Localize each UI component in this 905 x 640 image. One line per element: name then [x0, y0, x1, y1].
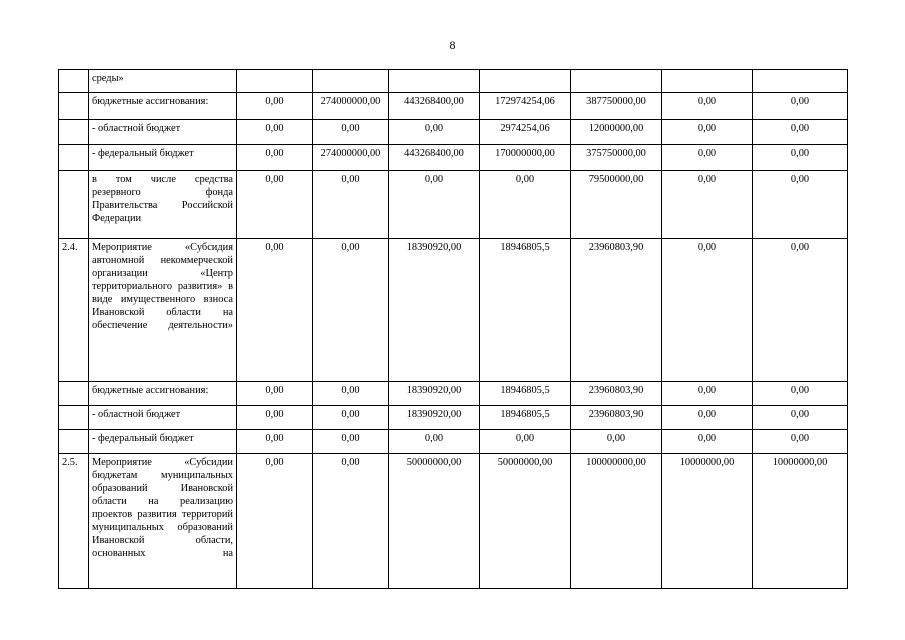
value-cell: 0,00 — [662, 171, 753, 239]
value-cell: 0,00 — [237, 406, 313, 430]
value-cell: 0,00 — [662, 93, 753, 120]
row-number-cell — [59, 145, 89, 171]
value-cell: 0,00 — [237, 382, 313, 406]
value-cell: 100000000,00 — [571, 454, 662, 589]
value-cell: 0,00 — [313, 171, 389, 239]
value-cell: 79500000,00 — [571, 171, 662, 239]
value-cell: 0,00 — [237, 430, 313, 454]
description-cell: - областной бюджет — [89, 120, 237, 145]
row-number-cell — [59, 70, 89, 93]
value-cell: 23960803,90 — [571, 406, 662, 430]
value-cell: 18390920,00 — [389, 239, 480, 382]
value-cell: 0,00 — [313, 239, 389, 382]
value-cell: 50000000,00 — [389, 454, 480, 589]
value-cell: 0,00 — [480, 171, 571, 239]
value-cell: 274000000,00 — [313, 145, 389, 171]
value-cell: 0,00 — [571, 430, 662, 454]
table-row — [59, 430, 848, 454]
value-cell: 0,00 — [313, 382, 389, 406]
value-cell: 0,00 — [662, 406, 753, 430]
row-number-cell — [59, 382, 89, 406]
value-cell: 0,00 — [237, 145, 313, 171]
value-cell: 10000000,00 — [662, 454, 753, 589]
table-row — [59, 70, 848, 93]
value-cell: 0,00 — [313, 120, 389, 145]
value-cell: 0,00 — [662, 145, 753, 171]
value-cell — [571, 70, 662, 93]
value-cell: 18946805,5 — [480, 239, 571, 382]
value-cell — [389, 70, 480, 93]
value-cell: 0,00 — [237, 120, 313, 145]
row-number-cell — [59, 171, 89, 239]
value-cell: 18390920,00 — [389, 382, 480, 406]
value-cell: 0,00 — [662, 430, 753, 454]
value-cell: 0,00 — [753, 239, 848, 382]
value-cell: 23960803,90 — [571, 239, 662, 382]
value-cell: 0,00 — [753, 382, 848, 406]
page-number: 8 — [449, 38, 456, 52]
value-cell: 274000000,00 — [313, 93, 389, 120]
description-cell: - федеральный бюджет — [89, 430, 237, 454]
value-cell: 0,00 — [313, 430, 389, 454]
value-cell: 0,00 — [753, 171, 848, 239]
value-cell — [313, 70, 389, 93]
value-cell — [237, 70, 313, 93]
value-cell: 0,00 — [753, 406, 848, 430]
value-cell: 0,00 — [753, 145, 848, 171]
table-row — [59, 93, 848, 120]
table-row — [59, 120, 848, 145]
value-cell: 0,00 — [313, 406, 389, 430]
value-cell: 443268400,00 — [389, 93, 480, 120]
value-cell: 0,00 — [389, 171, 480, 239]
value-cell: 0,00 — [753, 93, 848, 120]
description-cell: среды» — [89, 70, 237, 93]
value-cell: 375750000,00 — [571, 145, 662, 171]
description-cell: Мероприятие «Субсидия автономной некоммерческой организации «Центр территориального развития» в виде имущественного взноса Ивановской области на обеспечение деятельности» — [89, 239, 237, 382]
value-cell: 18390920,00 — [389, 406, 480, 430]
value-cell: 0,00 — [662, 120, 753, 145]
table-row — [59, 406, 848, 430]
value-cell: 10000000,00 — [753, 454, 848, 589]
value-cell: 387750000,00 — [571, 93, 662, 120]
table-row — [59, 239, 848, 382]
value-cell: 0,00 — [480, 430, 571, 454]
description-cell: - федеральный бюджет — [89, 145, 237, 171]
description-cell: бюджетные ассигнования: — [89, 93, 237, 120]
value-cell: 2974254,06 — [480, 120, 571, 145]
value-cell: 50000000,00 — [480, 454, 571, 589]
table-row — [59, 171, 848, 239]
description-cell: Мероприятие «Субсидии бюджетам муниципальных образований Ивановской области на реализацию проектов развития территорий муниципальных образований Ивановской области, основанных на — [89, 454, 237, 589]
value-cell: 0,00 — [313, 454, 389, 589]
value-cell: 0,00 — [389, 430, 480, 454]
value-cell: 0,00 — [662, 382, 753, 406]
value-cell: 0,00 — [237, 171, 313, 239]
value-cell — [662, 70, 753, 93]
row-number-cell — [59, 406, 89, 430]
row-number-cell — [59, 120, 89, 145]
value-cell: 23960803,90 — [571, 382, 662, 406]
table-row — [59, 454, 848, 589]
description-cell: в том числе средства резервного фонда Правительства Российской Федерации — [89, 171, 237, 239]
value-cell — [753, 70, 848, 93]
value-cell: 170000000,00 — [480, 145, 571, 171]
budget-table — [58, 69, 848, 589]
value-cell: 172974254,06 — [480, 93, 571, 120]
value-cell: 0,00 — [662, 239, 753, 382]
value-cell: 12000000,00 — [571, 120, 662, 145]
value-cell: 0,00 — [237, 239, 313, 382]
value-cell: 18946805,5 — [480, 406, 571, 430]
row-number-cell: 2.5. — [59, 454, 89, 589]
row-number-cell — [59, 430, 89, 454]
value-cell: 18946805,5 — [480, 382, 571, 406]
table-row — [59, 382, 848, 406]
table-row — [59, 145, 848, 171]
description-cell: - областной бюджет — [89, 406, 237, 430]
value-cell: 0,00 — [237, 454, 313, 589]
value-cell: 0,00 — [753, 430, 848, 454]
value-cell: 0,00 — [237, 93, 313, 120]
value-cell: 0,00 — [389, 120, 480, 145]
value-cell — [480, 70, 571, 93]
row-number-cell — [59, 93, 89, 120]
description-cell: бюджетные ассигнования: — [89, 382, 237, 406]
value-cell: 443268400,00 — [389, 145, 480, 171]
table-body — [59, 70, 848, 589]
row-number-cell: 2.4. — [59, 239, 89, 382]
value-cell: 0,00 — [753, 120, 848, 145]
